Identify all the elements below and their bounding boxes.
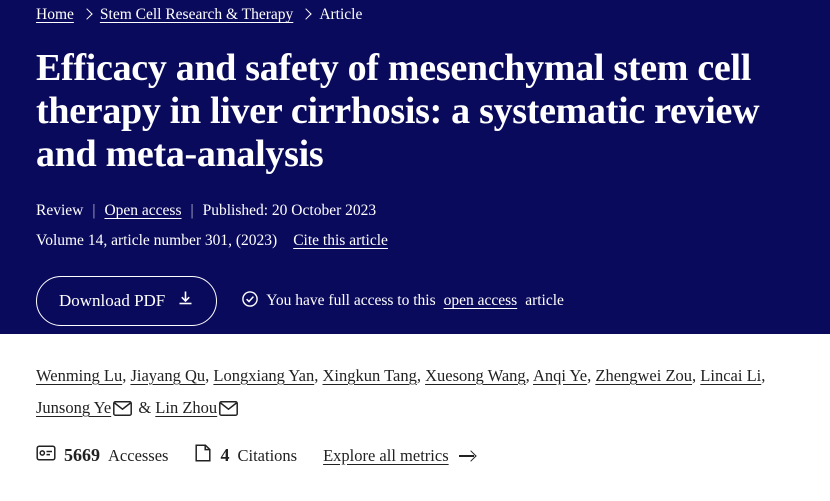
access-note-prefix: You have full access to this	[266, 292, 436, 309]
author-link[interactable]: Wenming Lu	[36, 366, 123, 385]
chevron-right-icon	[81, 8, 92, 19]
author-link[interactable]: Zhengwei Zou	[595, 366, 693, 385]
author-list	[0, 334, 830, 427]
accesses-count: 5669	[64, 445, 100, 465]
accesses-icon	[36, 443, 56, 468]
author-separator: ,	[205, 366, 214, 385]
author-link[interactable]: Lincai Li	[700, 366, 762, 385]
author-link[interactable]: Longxiang Yan	[213, 366, 315, 385]
citations-count: 4	[220, 445, 230, 465]
author-link[interactable]: Anqi Ye	[533, 366, 588, 385]
author-separator: ,	[122, 366, 131, 385]
author-separator: ,	[525, 366, 533, 385]
article-meta	[36, 202, 794, 220]
download-pdf-button[interactable]	[36, 276, 217, 326]
author-separator: ,	[761, 366, 766, 385]
open-access-link[interactable]: Open access	[104, 202, 182, 219]
author-link[interactable]: Xingkun Tang	[322, 366, 417, 385]
arrow-right-icon	[459, 451, 475, 461]
published-date: Published: 20 October 2023	[202, 202, 377, 219]
article-metrics	[0, 427, 830, 468]
chevron-right-icon	[301, 8, 312, 19]
explore-all-metrics-link[interactable]	[323, 446, 475, 466]
breadcrumb-item-article: Article	[319, 6, 363, 23]
meta-divider: |	[190, 202, 194, 219]
author-separator: ,	[587, 366, 596, 385]
volume-text: Volume 14, article number 301, (2023)	[36, 232, 278, 249]
breadcrumb-item-home[interactable]: Home	[36, 6, 74, 23]
breadcrumb	[36, 0, 794, 24]
accesses-metric	[36, 443, 168, 468]
page-title: Efficacy and safety of mesenchymal stem cell therapy in liver cirrhosis: a systematic review and meta-analysis	[36, 47, 760, 175]
download-pdf-label: Download PDF	[59, 291, 166, 310]
full-access-note	[242, 291, 564, 312]
download-icon	[177, 290, 194, 312]
article-actions	[36, 276, 794, 326]
meta-divider: |	[92, 202, 96, 219]
accesses-label: Accesses	[108, 445, 169, 465]
email-icon[interactable]	[219, 395, 238, 427]
article-type: Review	[36, 202, 84, 219]
author-link[interactable]: Xuesong Wang	[425, 366, 526, 385]
author-link[interactable]: Junsong Ye	[36, 398, 112, 417]
access-note-link[interactable]: open access	[443, 292, 518, 309]
author-link[interactable]: Lin Zhou	[155, 398, 218, 417]
author-separator: ,	[416, 366, 426, 385]
author-link[interactable]: Jiayang Qu	[130, 366, 206, 385]
author-separator: ,	[692, 366, 701, 385]
author-ampersand: &	[138, 398, 152, 417]
access-note-suffix: article	[525, 292, 564, 309]
citations-icon	[194, 443, 212, 468]
explore-all-metrics-label: Explore all metrics	[323, 445, 449, 465]
citations-metric	[194, 443, 297, 468]
volume-info	[36, 232, 794, 250]
breadcrumb-item-journal[interactable]: Stem Cell Research & Therapy	[99, 6, 294, 23]
check-circle-icon	[242, 291, 258, 312]
author-separator: ,	[314, 366, 323, 385]
email-icon[interactable]	[113, 395, 132, 427]
cite-this-article-link[interactable]: Cite this article	[293, 232, 388, 249]
citations-label: Citations	[237, 445, 298, 465]
